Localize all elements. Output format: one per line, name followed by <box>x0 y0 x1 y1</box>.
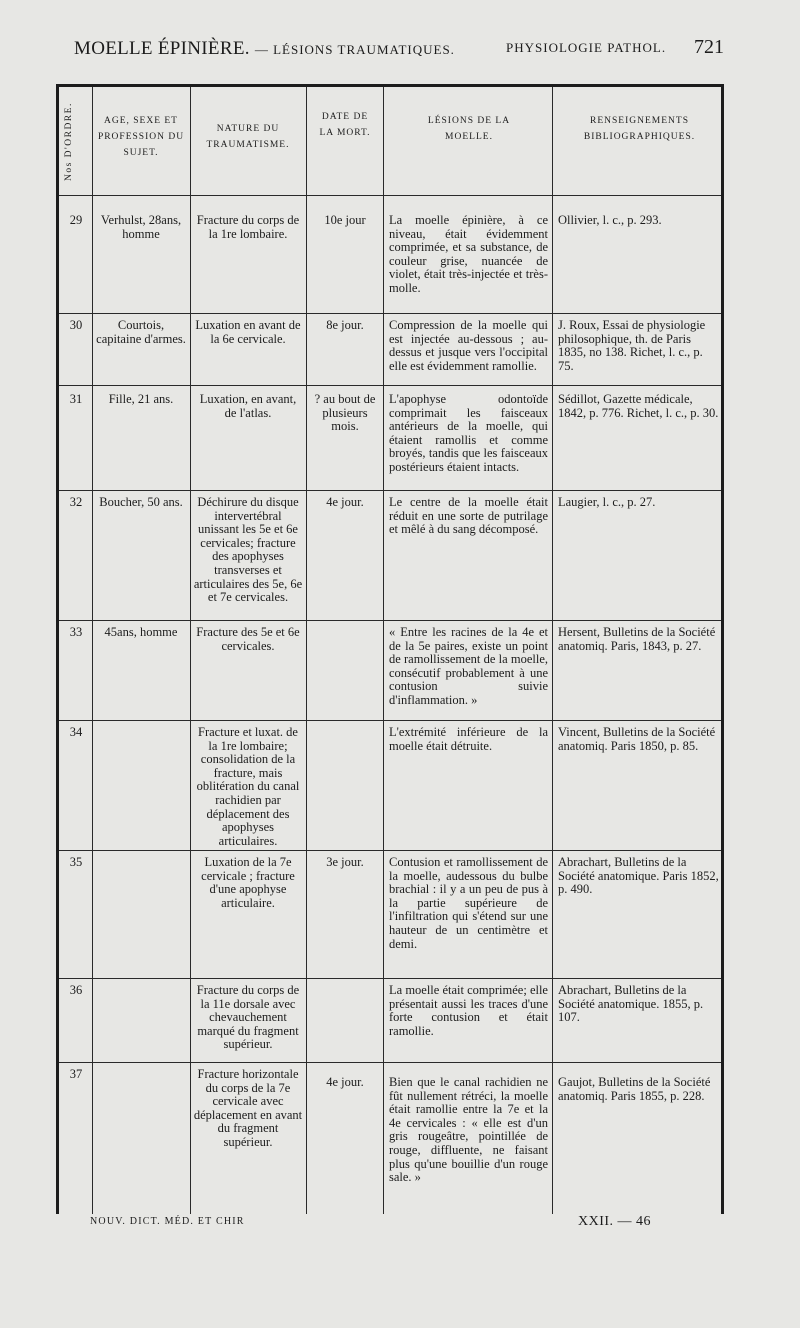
trauma-cell: Luxation en avant de la 6e cervicale. <box>195 318 301 346</box>
row-number: 33 <box>69 625 83 639</box>
row-rule <box>59 978 721 979</box>
lesion-cell: L'apophyse odontoïde comprimait les faisceaux antérieurs de la moelle, qui étaient ramollis et comme broyés, tandis que les faisceaux postérieurs étaient intacts. <box>389 392 548 474</box>
running-head <box>74 36 724 62</box>
reference-cell: Sédillot, Gazette médicale, 1842, p. 776. Richet, l. c., p. 30. <box>558 392 719 420</box>
reference-cell: Hersent, Bulletins de la Société anatomiq. Paris, 1843, p. 27. <box>558 625 716 653</box>
row-number: 29 <box>69 213 83 227</box>
header-date: DATE DE LA MORT. <box>319 112 371 138</box>
signature-line: NOUV. DICT. MÉD. ET CHIR <box>90 1216 245 1227</box>
lesion-cell: Contusion et ramollissement de la moelle, audessous du bulbe brachial : il y a un peu de pus à la partie supérieure de l'infiltration qui s'étend sur une hauteur de un centimètre et demi. <box>389 855 548 951</box>
death-date-cell: ? au bout de plusieurs mois. <box>314 392 376 434</box>
header-refs: RENSEIGNEMENTS BIBLIOGRAPHIQUES. <box>583 116 696 142</box>
row-number: 34 <box>69 725 83 739</box>
row-rule <box>59 385 721 386</box>
observation-table: Nos D'ORDRE. AGE, SEXE ET PROFESSION DU SUJET. NATURE DU TRAUMATISME. DATE DE LA MORT. LÉSIONS DE LA MOELLE. RENSEIGNEMENTS BIBLIOGRAPHIQUES. 29 Verhulst, 28ans, homme Fracture du corps de la 1re lombaire. 10e jour La moelle épinière, à ce niveau, était évidemment comprimée, et sa substance, de couleur grise, nuancée de violet, était très-injectée et très-molle. Ollivier, l. c., p. 293. 30 Courtois, capitaine d'armes. Luxation en avant de la 6e cervicale. 8e jour. Compression de la moelle qui est injectée au-dessous ; au-dessus et jusque vers l'occipital elle est évidemment ramollie. J. Roux, Essai de physiologie philosophique, th. de Paris 1835, no 138. Richet, l. c., p. 75. 31 Fille, 21 ans. Luxation, en avant, de l'atlas. ? au bout de plusieurs mois. L'apophyse odontoïde comprimait les faisceaux antérieurs de la moelle, qui étaient ramollis et comme broyés, tandis que les faisceaux postérieurs étaient intacts. Sédillot, Gazette médicale, 1842, p. 776. Richet, l. c., p. 30. 32 Boucher, 50 ans. Déchirure du disque intervertébral unissant les 5e et 6e cervicales; fracture des apophyses transverses et articulaires des 5e, 6e et 7e cervicales. 4e jour. Le centre de la moelle était réduit en une sorte de putrilage et mêlé à du sang décomposé. Laugier, l. c., p. 27. 33 45ans, homme Fracture des 5e et 6e cervicales. « Entre les racines de la 4e et de la 5e paires, existe un point de ramollissement de la moelle, consécutif probablement à une contusion suivie d'inflammation. » Hersent, Bulletins de la Société anatomiq. Paris, 1843, p. 27. 34 Fracture et luxat. de la 1re lombaire; consolidation de la fracture, mais oblitération du canal rachidien par déplacement des apophyses articulaires. L'extrémité inférieure de la moelle était détruite. Vincent, Bulletins de la Société anatomiq. Paris 1850, p. 85. 35 Luxation de la 7e cervicale ; fracture d'une apophyse articulaire. 3e jour. Contusion et ramollissement de la moelle, audessous du bulbe brachial : il y a un peu de pus à la partie supérieure de l'infiltration qui s'étend sur une hauteur de un centimètre et demi. Abrachart, Bulletins de la Société anatomique. Paris 1852, p. 490. 36 Fracture du corps de la 11e dorsale avec chevauchement marqué du fragment supérieur. La moelle était comprimée; elle présentait aussi les traces d'une forte contusion et était ramollie. Abrachart, Bulletins de la Société anatomique. 1855, p. 107. 37 Fracture horizontale du corps de la 7e cervicale avec déplacement en avant du fragment supérieur. 4e jour. Bien que le canal rachidien ne fût nullement rétréci, la moelle était ramollie entre la 7e et la 4e cervicales : « elle est d'un gris rougeâtre, pointillée de rouge, diffluente, ne faisant plus qu'une bouillie d'un rouge sale. » Gaujot, Bulletins de la Société anatomiq. Paris 1855, p. 228. <box>56 84 724 1214</box>
reference-cell: J. Roux, Essai de physiologie philosophique, th. de Paris 1835, no 138. Richet, l. c., p. 75. <box>558 318 706 373</box>
reference-cell: Gaujot, Bulletins de la Société anatomiq. Paris 1855, p. 228. <box>558 1075 711 1103</box>
row-rule <box>59 490 721 491</box>
lesion-cell: Bien que le canal rachidien ne fût nullement rétréci, la moelle était ramollie entre la 7e et la 4e cervicales : « elle est d'un gris rougeâtre, pointillée de rouge, diffluente, ne faisant plus qu'une bouillie d'un rouge sale. » <box>389 1075 548 1185</box>
row-rule <box>59 720 721 721</box>
reference-cell: Vincent, Bulletins de la Société anatomiq. Paris 1850, p. 85. <box>558 725 716 753</box>
column-divider <box>92 87 93 1214</box>
reference-cell: Ollivier, l. c., p. 293. <box>558 213 662 227</box>
subject-cell: Fille, 21 ans. <box>108 392 174 406</box>
row-rule <box>59 620 721 621</box>
running-section: PHYSIOLOGIE PATHOL. <box>506 40 667 55</box>
column-divider <box>552 87 553 1214</box>
trauma-cell: Luxation de la 7e cervicale ; fracture d'une apophyse articulaire. <box>201 855 295 910</box>
header-age: AGE, SEXE ET PROFESSION DU SUJET. <box>97 116 185 158</box>
reference-cell: Abrachart, Bulletins de la Société anatomique. Paris 1852, p. 490. <box>558 855 719 897</box>
trauma-cell: Fracture et luxat. de la 1re lombaire; consolidation de la fracture, mais oblitération du canal rachidien par déplacement des apophyses articulaires. <box>196 725 300 848</box>
subject-cell: Courtois, capitaine d'armes. <box>96 318 186 346</box>
row-number: 36 <box>69 983 83 997</box>
subject-cell: Boucher, 50 ans. <box>99 495 183 509</box>
trauma-cell: Fracture du corps de la 1re lombaire. <box>196 213 300 241</box>
lesion-cell: Compression de la moelle qui est injectée au-dessous ; au-dessus et jusque vers l'occipital elle est évidemment ramollie. <box>389 318 548 373</box>
header-rule <box>59 195 721 196</box>
page-number: 721 <box>694 36 724 58</box>
row-rule <box>59 313 721 314</box>
death-date-cell: 10e jour <box>324 213 366 227</box>
lesion-cell: « Entre les racines de la 4e et de la 5e paires, existe un point de ramollissement de la moelle, consécutif probablement à une contusion suivie d'inflammation. » <box>389 625 548 707</box>
trauma-cell: Fracture du corps de la 11e dorsale avec chevauchement marqué du fragment supérieur. <box>196 983 300 1052</box>
death-date-cell: 3e jour. <box>326 855 364 869</box>
reference-cell: Abrachart, Bulletins de la Société anatomique. 1855, p. 107. <box>558 983 704 1025</box>
header-lesions: LÉSIONS DE LA MOELLE. <box>427 116 511 142</box>
column-divider <box>306 87 307 1214</box>
row-rule <box>59 850 721 851</box>
column-divider <box>383 87 384 1214</box>
death-date-cell: 8e jour. <box>326 318 364 332</box>
trauma-cell: Déchirure du disque intervertébral unissant les 5e et 6e cervicales; fracture des apophyses transverses et articulaires des 5e, 6e et 7e cervicales. <box>193 495 303 605</box>
reference-cell: Laugier, l. c., p. 27. <box>558 495 656 509</box>
row-number: 31 <box>69 392 83 406</box>
row-number: 30 <box>69 318 83 332</box>
header-nature: NATURE DU TRAUMATISME. <box>206 124 290 150</box>
death-date-cell: 4e jour. <box>326 1075 364 1089</box>
column-divider <box>190 87 191 1214</box>
death-date-cell: 4e jour. <box>326 495 364 509</box>
trauma-cell: Fracture horizontale du corps de la 7e cervicale avec déplacement en avant du fragment supérieur. <box>193 1067 303 1149</box>
row-number: 37 <box>69 1067 83 1081</box>
trauma-cell: Fracture des 5e et 6e cervicales. <box>196 625 300 653</box>
row-number: 35 <box>69 855 83 869</box>
running-title: MOELLE ÉPINIÈRE. — LÉSIONS TRAUMATIQUES. <box>74 38 455 59</box>
row-rule <box>59 1062 721 1063</box>
lesion-cell: La moelle était comprimée; elle présentait aussi les traces d'une forte contusion et était ramollie. <box>389 983 548 1038</box>
lesion-cell: La moelle épinière, à ce niveau, était évidemment comprimée, et sa substance, de couleur grise, nuancée de violet, était très-injectée et très-molle. <box>389 213 548 295</box>
lesion-cell: L'extrémité inférieure de la moelle était détruite. <box>389 725 548 753</box>
lesion-cell: Le centre de la moelle était réduit en une sorte de putrilage et mêlé à du sang décomposé. <box>389 495 548 537</box>
volume-sheet-mark: XXII. — 46 <box>578 1214 652 1229</box>
subject-cell: 45ans, homme <box>104 625 178 639</box>
subject-cell: Verhulst, 28ans, homme <box>100 213 182 241</box>
row-number: 32 <box>69 495 83 509</box>
trauma-cell: Luxation, en avant, de l'atlas. <box>199 392 297 420</box>
